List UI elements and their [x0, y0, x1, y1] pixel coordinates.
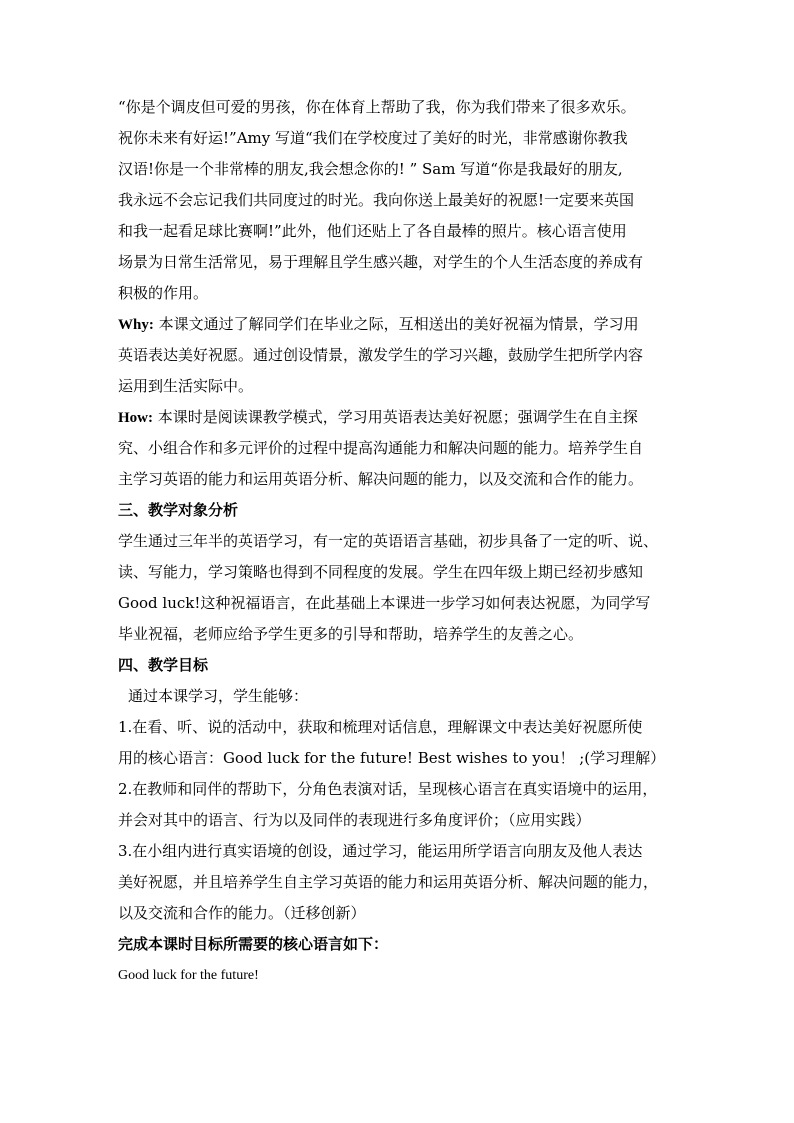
goal-line: 以及交流和合作的能力。（迁移创新）	[118, 904, 366, 922]
section-heading: 三、教学对象分析	[118, 501, 239, 519]
goal-line: 2.在教师和同伴的帮助下，分角色表演对话，呈现核心语言在真实语境中的运用，	[118, 780, 658, 798]
goal-line: 美好祝愿，并且培养学生自主学习英语的能力和运用英语分析、解决问题的能力，	[118, 873, 659, 891]
paragraph-line: 场景为日常生活常见，易于理解且学生感兴趣，对学生的个人生活态度的养成有	[118, 253, 644, 271]
paragraph-line: 汉语!你是一个非常棒的朋友,我会想念你的! ” Sam 写道“你是我最好的朋友,	[118, 160, 623, 178]
why-text: 本课文通过了解同学们在毕业之际，互相送出的美好祝福为情景，学习用	[153, 315, 639, 333]
paragraph-line: 积极的作用。	[118, 284, 209, 302]
goal-line: 3.在小组内进行真实语境的创设，通过学习，能运用所学语言向朋友及他人表达	[118, 842, 643, 860]
paragraph-line: 读、写能力，学习策略也得到不同程度的发展。学生在四年级上期已经初步感知	[118, 563, 644, 581]
paragraph-line: 究、小组合作和多元评价的过程中提高沟通能力和解决问题的能力。培养学生自	[118, 439, 644, 457]
paragraph-line: 学生通过三年半的英语学习，有一定的英语语言基础，初步具备了一定的听、说、	[118, 532, 659, 550]
how-paragraph	[118, 402, 684, 495]
why-paragraph	[118, 309, 684, 402]
core-language-heading: 完成本课时目标所需要的核心语言如下：	[118, 935, 389, 953]
how-text: 本课时是阅读课教学模式，学习用英语表达美好祝愿；强调学生在自主探	[153, 408, 638, 426]
goals-intro: 通过本课学习，学生能够：	[128, 687, 309, 705]
section-heading: 四、教学目标	[118, 656, 209, 674]
goal-line: 1.在看、听、说的活动中，获取和梳理对话信息，理解课文中表达美好祝愿所使	[118, 718, 643, 736]
core-language-item: Good luck for the future!	[118, 968, 259, 983]
paragraph-line: “你是个调皮但可爱的男孩，你在体育上帮助了我，你为我们带来了很多欢乐。	[118, 98, 636, 116]
paragraph-line: 和我一起看足球比赛啊!”此外，他们还贴上了各自最棒的照片。核心语言使用	[118, 222, 627, 240]
paragraph-line: Good luck!这种祝福语言，在此基础上本课进一步学习如何表达祝愿，为同学写	[118, 594, 651, 612]
paragraph-line: 毕业祝福，老师应给予学生更多的引导和帮助，培养学生的友善之心。	[118, 625, 584, 643]
core-language-section	[118, 929, 684, 991]
document-body	[118, 92, 684, 991]
paragraph-line	[118, 309, 684, 340]
paragraph-line: 主学习英语的能力和运用英语分析、解决问题的能力，以及交流和合作的能力。	[118, 470, 644, 488]
section-learner-analysis	[118, 495, 684, 650]
paragraph-line: 英语表达美好祝愿。通过创设情景，激发学生的学习兴趣，鼓励学生把所学内容	[118, 346, 644, 364]
paragraph-line: 运用到生活实际中。	[118, 377, 254, 395]
letters-paragraph	[118, 92, 684, 309]
how-label: How:	[118, 410, 153, 426]
paragraph-line	[118, 402, 684, 433]
paragraph-line: 我永远不会忘记我们共同度过的时光。我向你送上最美好的祝愿!一定要来英国	[118, 191, 635, 209]
goal-line: 并会对其中的语言、行为以及同伴的表现进行多角度评价；（应用实践）	[118, 811, 591, 829]
goal-line: 用的核心语言：Good luck for the future! Best wishes to you！ ;(学习理解）	[118, 749, 666, 767]
paragraph-line: 祝你未来有好运!”Amy 写道“我们在学校度过了美好的时光，非常感谢你教我	[118, 129, 628, 147]
section-teaching-goals	[118, 650, 684, 929]
why-label: Why:	[118, 317, 154, 333]
